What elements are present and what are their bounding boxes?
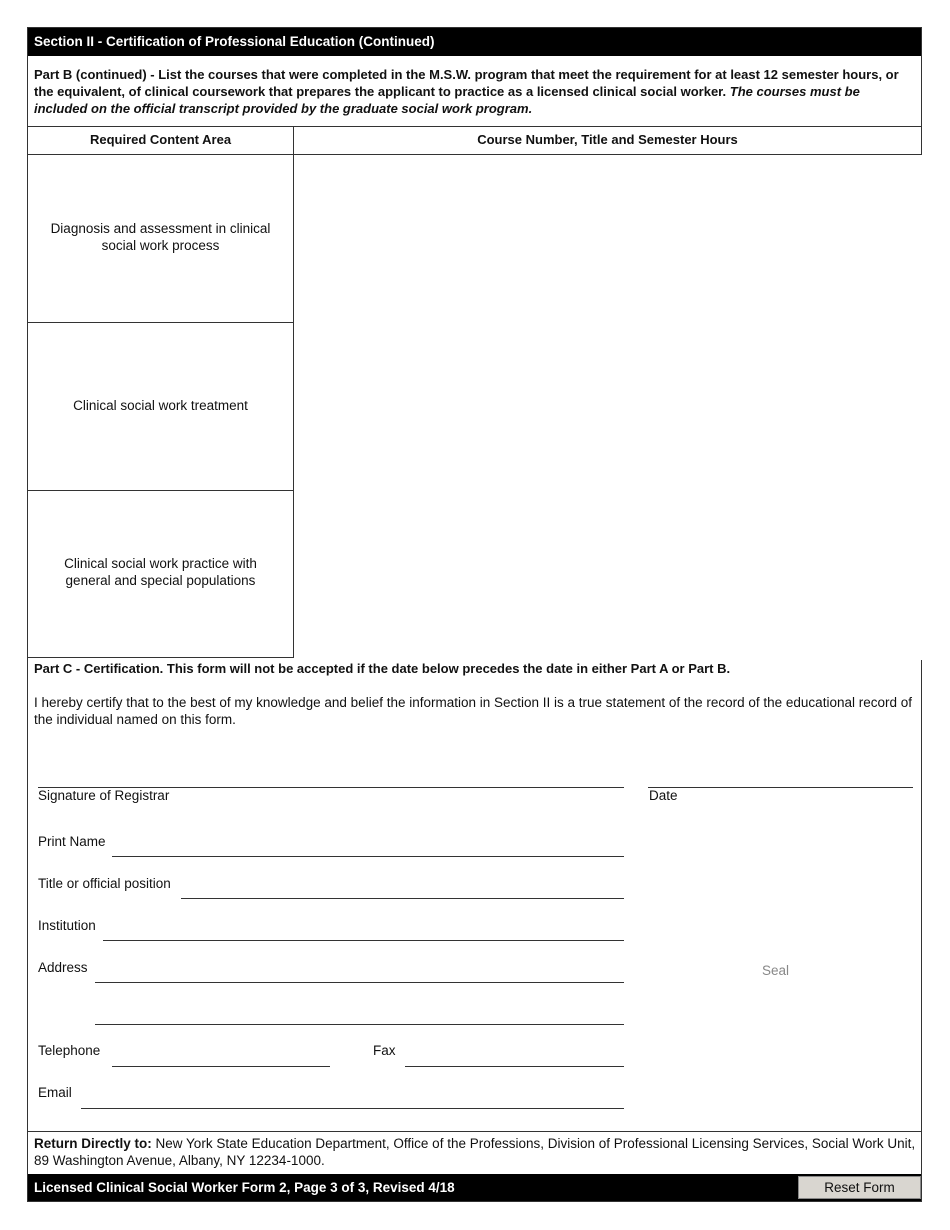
print-name-label: Print Name (38, 834, 106, 849)
fax-input[interactable] (405, 1045, 628, 1065)
part-b-italic-text: The courses must be included on the official transcript provided by the graduate social work program. (34, 84, 860, 116)
date-line (648, 787, 913, 788)
telephone-label: Telephone (38, 1043, 101, 1058)
form-page (27, 27, 922, 1202)
date-input[interactable] (648, 766, 917, 786)
email-line (81, 1108, 624, 1109)
return-address-text: New York State Education Department, Office of the Professions, Division of Professional Licensing Services, Social Work Unit, 89 Washington Avenue, Albany, NY 12234-1000. (34, 1136, 916, 1168)
date-label: Date (649, 788, 678, 803)
footer-bar (28, 1174, 921, 1201)
course-entry-field[interactable] (294, 323, 925, 493)
print-name-line (112, 856, 624, 857)
section-header: Section II - Certification of Professional Education (Continued) (28, 28, 921, 56)
print-name-input[interactable] (112, 835, 628, 855)
return-label: Return Directly to: (34, 1136, 152, 1151)
title-label: Title or official position (38, 876, 171, 891)
course-entry-field[interactable] (294, 155, 925, 325)
form-identifier: Licensed Clinical Social Worker Form 2, Page 3 of 3, Revised 4/18 (34, 1180, 455, 1195)
content-area-label: Clinical social work practice with general and special populations (64, 556, 257, 588)
institution-line (103, 940, 624, 941)
part-c-title: Part C - Certification. This form will not be accepted if the date below precedes the date in either Part A or Part B. (34, 661, 731, 676)
content-area-label: Clinical social work treatment (73, 398, 248, 413)
title-input[interactable] (181, 877, 628, 897)
title-line (181, 898, 624, 899)
course-entry-field[interactable] (294, 491, 925, 660)
column-header-course: Course Number, Title and Semester Hours (477, 132, 738, 147)
fax-line (405, 1066, 624, 1067)
seal-placeholder: Seal (762, 963, 790, 978)
return-divider (28, 1131, 921, 1132)
email-input[interactable] (81, 1087, 628, 1107)
email-label: Email (38, 1085, 72, 1100)
telephone-input[interactable] (112, 1045, 334, 1065)
content-area-label: Diagnosis and assessment in clinical social work process (50, 221, 271, 253)
certification-statement: I hereby certify that to the best of my knowledge and belief the information in Section II is a true statement of the record of the educational record of the individual named on this form. (34, 695, 912, 727)
part-b-bold-text: Part B (continued) - List the courses that were completed in the M.S.W. program that meet the requirement for at least 12 semester hours, or the equivalent, of clinical coursework that prepares the applicant to practice as a licensed clinical social worker. (34, 67, 899, 99)
address-line-1 (95, 982, 624, 983)
address-input-line1[interactable] (95, 961, 628, 981)
institution-input[interactable] (103, 919, 628, 939)
reset-form-button[interactable]: Reset Form (798, 1176, 921, 1199)
institution-label: Institution (38, 918, 96, 933)
fax-label: Fax (373, 1043, 396, 1058)
address-label: Address (38, 960, 88, 975)
telephone-line (112, 1066, 330, 1067)
address-line-2 (95, 1024, 624, 1025)
return-address (34, 1135, 918, 1169)
signature-input[interactable] (38, 766, 628, 786)
signature-label: Signature of Registrar (38, 788, 170, 803)
address-input-line2[interactable] (95, 1003, 628, 1023)
column-header-content-area: Required Content Area (89, 132, 232, 147)
part-b-instructions (34, 66, 914, 117)
